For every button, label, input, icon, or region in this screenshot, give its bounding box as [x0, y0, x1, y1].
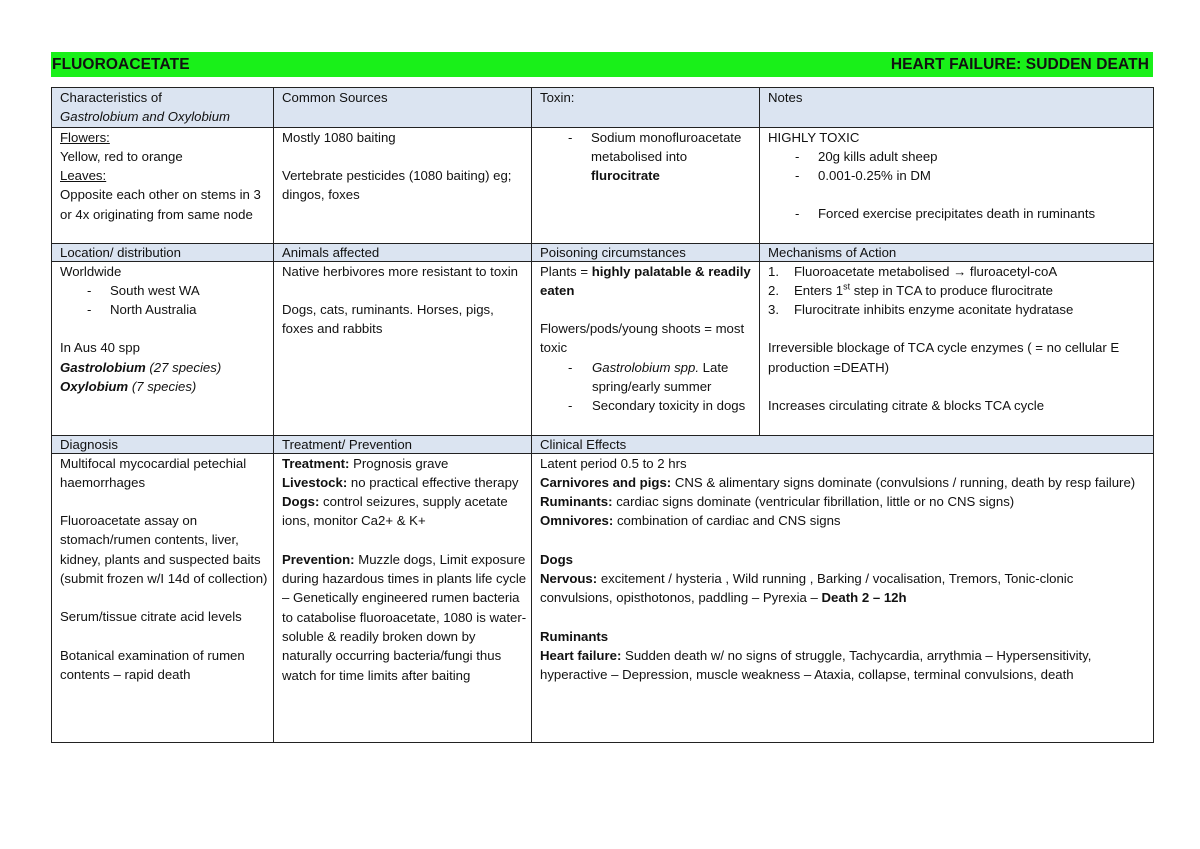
treatment-label: Treatment: — [282, 455, 350, 471]
cell-location — [52, 261, 274, 435]
notes-item: - 20g kills adult sheep — [768, 147, 1149, 166]
header-common-sources: Common Sources — [274, 88, 532, 128]
dogs-line — [282, 492, 527, 531]
treatment-text: Prognosis grave — [349, 455, 449, 471]
notes-item: - 0.001-0.25% in DM — [768, 166, 1149, 185]
plants-bold: highly palatable & readily eaten — [540, 263, 751, 298]
header-circumstances: Poisoning circumstances — [532, 243, 760, 261]
header-row-3 — [52, 435, 1154, 453]
nervous-label: Nervous: — [540, 571, 598, 587]
leaves-label: Leaves: — [60, 168, 107, 184]
title-banner — [51, 52, 1153, 77]
gastrolobium-count: (27 species) — [145, 359, 222, 375]
step-number: 1. — [768, 263, 779, 279]
location-item: - South west WA — [60, 281, 269, 300]
cell-common-sources — [274, 127, 532, 243]
sources-line2: Vertebrate pesticides (1080 baiting) eg; dingos, foxes — [282, 167, 512, 203]
carnivores-text: CNS & alimentary signs dominate (convulsions / running, death by resp failure) — [671, 474, 1136, 490]
omnivores-text: combination of cardiac and CNS signs — [613, 513, 841, 529]
ruminants-line — [540, 492, 1149, 511]
ruminants-heading: Ruminants — [540, 628, 609, 644]
cell-clinical — [532, 453, 1154, 742]
death-time: Death 2 – 12h — [821, 590, 907, 606]
dogs-text: control seizures, supply acetate ions, monitor Ca2+ & K+ — [282, 494, 508, 529]
oxylobium-count: (7 species) — [128, 379, 197, 395]
heart-failure-text: Sudden death w/ no signs of struggle, Tachycardia, arrythmia – Hypersensitivity, hyperactive – Depression, muscle weakness – Ataxia, collapse, terminal convulsions, death — [540, 647, 1092, 683]
mechanisms-para2: Increases circulating citrate & blocks TCA cycle — [768, 398, 1045, 414]
row-diagnosis — [52, 453, 1154, 742]
oxylobium-line — [60, 377, 269, 396]
flowers-text: Yellow, red to orange — [60, 148, 183, 164]
diagnosis-p2: Fluoroacetate assay on stomach/rumen contents, liver, kidney, plants and suspected baits (submit frozen w/I 14d of collection) — [60, 513, 268, 587]
omnivores-label: Omnivores: — [540, 513, 614, 529]
flowers-label: Flowers: — [60, 129, 110, 145]
mechanism-step — [768, 262, 1149, 281]
diagnosis-p4: Botanical examination of rumen contents – rapid death — [60, 647, 245, 682]
step-number: 3. — [768, 302, 779, 318]
step-text: Flurocitrate inhibits enzyme aconitate hydratase — [794, 302, 1074, 318]
header-diagnosis: Diagnosis — [52, 435, 274, 453]
cell-toxin — [532, 127, 760, 243]
header-mechanisms: Mechanisms of Action — [760, 243, 1154, 261]
animals-line2: Dogs, cats, ruminants. Horses, pigs, foxes and rabbits — [282, 301, 494, 337]
cell-animals — [274, 261, 532, 435]
cell-diagnosis — [52, 453, 274, 742]
dogs-label: Dogs: — [282, 494, 320, 510]
step-text: step in TCA to produce flurocitrate — [850, 282, 1053, 298]
flowers-toxic: Flowers/pods/young shoots = most toxic — [540, 321, 745, 356]
header-animals: Animals affected — [274, 243, 532, 261]
leaves-text: Opposite each other on stems in 3 or 4x originating from same node — [60, 187, 261, 222]
livestock-text: no practical effective therapy — [347, 474, 519, 490]
heart-failure-label: Heart failure: — [540, 647, 622, 663]
banner-title-left: FLUOROACETATE — [52, 55, 190, 73]
row-characteristics — [52, 127, 1154, 243]
mechanism-step — [768, 281, 1149, 300]
row-location — [52, 261, 1154, 435]
prevention-line — [282, 550, 527, 685]
header-treatment: Treatment/ Prevention — [274, 435, 532, 453]
plants-line — [540, 262, 755, 301]
notes-item: - Forced exercise precipitates death in ruminants — [768, 204, 1149, 223]
step-text: Fluoroacetate metabolised → fluroacetyl-coA — [794, 263, 1058, 279]
mechanisms-para1: Irreversible blockage of TCA cycle enzymes ( = no cellular E production =DEATH) — [768, 340, 1120, 375]
summary-table — [51, 87, 1154, 743]
cell-characteristics — [52, 127, 274, 243]
gastrolobium-name: Gastrolobium — [60, 359, 146, 375]
header-clinical: Clinical Effects — [532, 435, 1154, 453]
header-row-2 — [52, 243, 1154, 261]
location-item: - North Australia — [60, 300, 269, 319]
season-text: Late spring/early summer — [592, 359, 729, 395]
nervous-line — [540, 569, 1149, 608]
sources-line1: Mostly 1080 baiting — [282, 129, 396, 145]
cell-circumstances — [532, 261, 760, 435]
circumstance-item: - Secondary toxicity in dogs — [540, 396, 755, 415]
header-characteristics-line2: Gastrolobium and Oxylobium — [60, 109, 231, 125]
carnivores-line — [540, 473, 1149, 492]
toxin-text: Sodium monofluroacetate metabolised into — [591, 129, 742, 164]
heart-failure-line — [540, 646, 1149, 685]
location-spp: In Aus 40 spp — [60, 340, 140, 356]
cell-treatment — [274, 453, 532, 742]
oxylobium-name: Oxylobium — [60, 379, 129, 395]
dogs-heading: Dogs — [540, 551, 573, 567]
ruminants-label: Ruminants: — [540, 494, 613, 510]
cell-mechanisms — [760, 261, 1154, 435]
cell-notes — [760, 127, 1154, 243]
header-row-1 — [52, 88, 1154, 128]
header-characteristics-line1: Characteristics of — [60, 90, 162, 105]
step-sup: st — [843, 281, 851, 292]
mechanism-step — [768, 300, 1149, 319]
carnivores-label: Carnivores and pigs: — [540, 474, 672, 490]
diagnosis-p1: Multifocal mycocardial petechial haemorrhages — [60, 455, 247, 490]
step-number: 2. — [768, 282, 779, 298]
circumstance-item — [540, 358, 755, 397]
header-toxin: Toxin: — [532, 88, 760, 128]
ruminants-text: cardiac signs dominate (ventricular fibrillation, little or no CNS signs) — [612, 494, 1015, 510]
plants-prefix: Plants = — [540, 263, 592, 279]
header-characteristics — [52, 88, 274, 128]
omnivores-line — [540, 511, 1149, 530]
step-text: Enters 1 — [794, 282, 844, 298]
notes-title: HIGHLY TOXIC — [768, 129, 860, 145]
banner-title-right: HEART FAILURE: SUDDEN DEATH — [890, 55, 1149, 73]
treatment-line — [282, 454, 527, 473]
livestock-line — [282, 473, 527, 492]
gastrolobium-line — [60, 358, 269, 377]
latent-period: Latent period 0.5 to 2 hrs — [540, 455, 687, 471]
prevention-label: Prevention: — [282, 551, 355, 567]
header-notes: Notes — [760, 88, 1154, 128]
animals-line1: Native herbivores more resistant to toxin — [282, 263, 519, 279]
nervous-text: excitement / hysteria , Wild running , Barking / vocalisation, Tremors, Tonic-clonic convulsions, opisthotonos, paddling – Pyrexia – — [540, 571, 1074, 606]
diagnosis-p3: Serum/tissue citrate acid levels — [60, 609, 242, 625]
location-worldwide: Worldwide — [60, 263, 122, 279]
toxin-bold: flurocitrate — [591, 168, 660, 184]
livestock-label: Livestock: — [282, 474, 348, 490]
prevention-text: Muzzle dogs, Limit exposure during hazardous times in plants life cycle – Genetically engineered rumen bacteria to catabolise fluoroacetate, 1080 is water-soluble & readily broken down by naturally occurring bacteria/fungi thus watch for time limits after baiting — [282, 551, 527, 683]
toxin-item — [540, 128, 755, 186]
header-location: Location/ distribution — [52, 243, 274, 261]
gastrolobium-spp: Gastrolobium spp. — [592, 359, 700, 375]
